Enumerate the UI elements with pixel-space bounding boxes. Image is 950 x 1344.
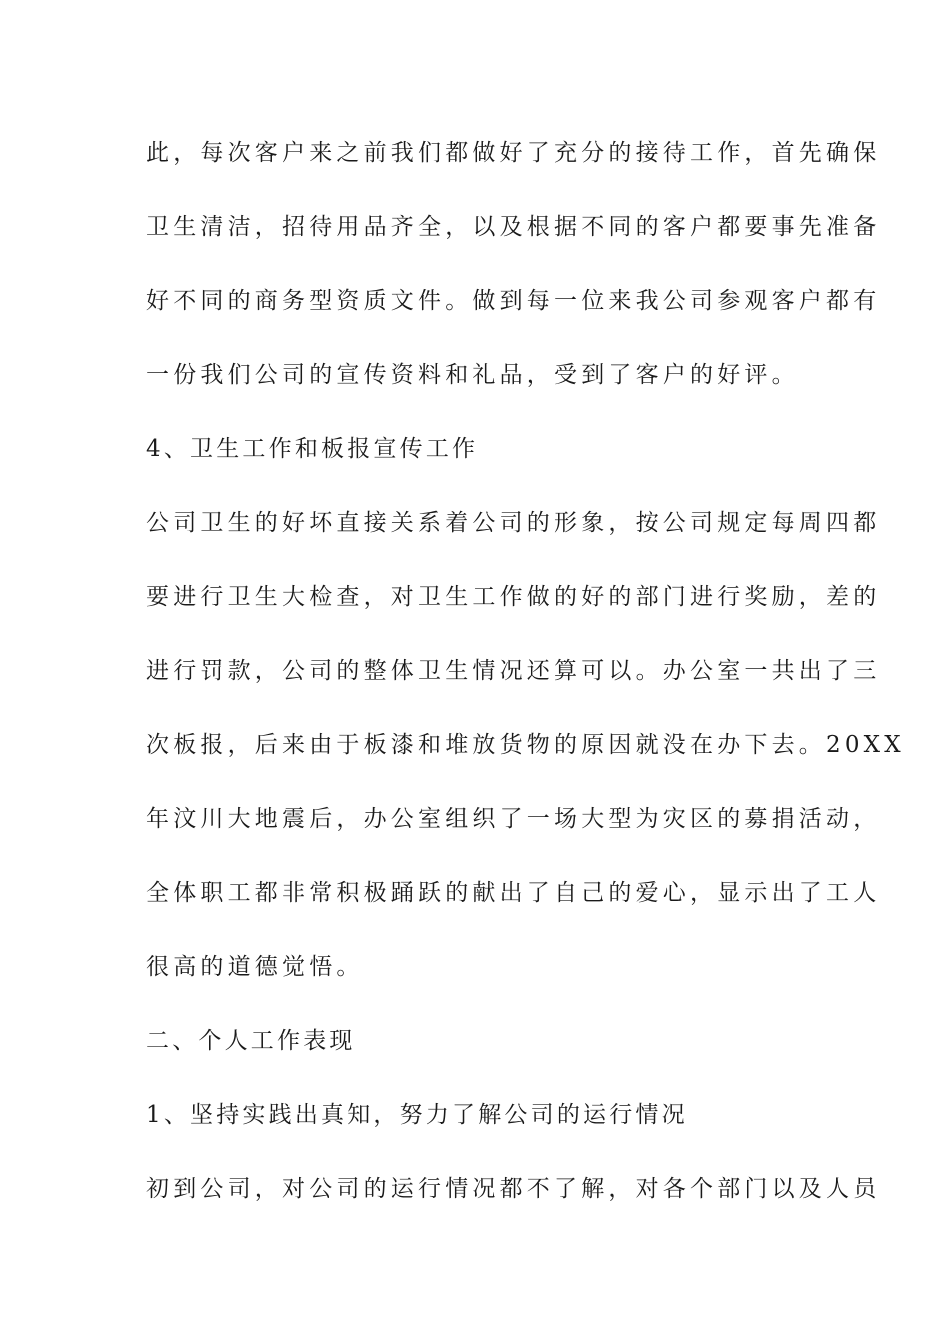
paragraph-line: 年汶川大地震后，办公室组织了一场大型为灾区的募捐活动， [146,806,881,832]
subsection-heading: 1、坚持实践出真知，努力了解公司的运行情况 [146,1102,688,1128]
paragraph-line: 次板报，后来由于板漆和堆放货物的原因就没在办下去。20XX [146,732,905,758]
paragraph-line: 全体职工都非常积极踊跃的献出了自己的爱心，显示出了工人 [146,880,881,906]
paragraph-line: 好不同的商务型资质文件。做到每一位来我公司参观客户都有 [146,288,881,314]
paragraph-line: 一份我们公司的宣传资料和礼品，受到了客户的好评。 [146,362,799,388]
paragraph-line: 卫生清洁，招待用品齐全，以及根据不同的客户都要事先准备 [146,214,881,240]
paragraph-line: 公司卫生的好坏直接关系着公司的形象，按公司规定每周四都 [146,510,881,536]
paragraph-line: 进行罚款，公司的整体卫生情况还算可以。办公室一共出了三 [146,658,881,684]
section-heading: 4、卫生工作和板报宣传工作 [146,436,479,462]
paragraph-line: 初到公司，对公司的运行情况都不了解，对各个部门以及人员 [146,1176,881,1202]
paragraph-line: 要进行卫生大检查，对卫生工作做的好的部门进行奖励，差的 [146,584,881,610]
section-heading: 二、个人工作表现 [146,1028,356,1054]
paragraph-line: 此，每次客户来之前我们都做好了充分的接待工作，首先确保 [146,140,881,166]
paragraph-line: 很高的道德觉悟。 [146,954,364,980]
